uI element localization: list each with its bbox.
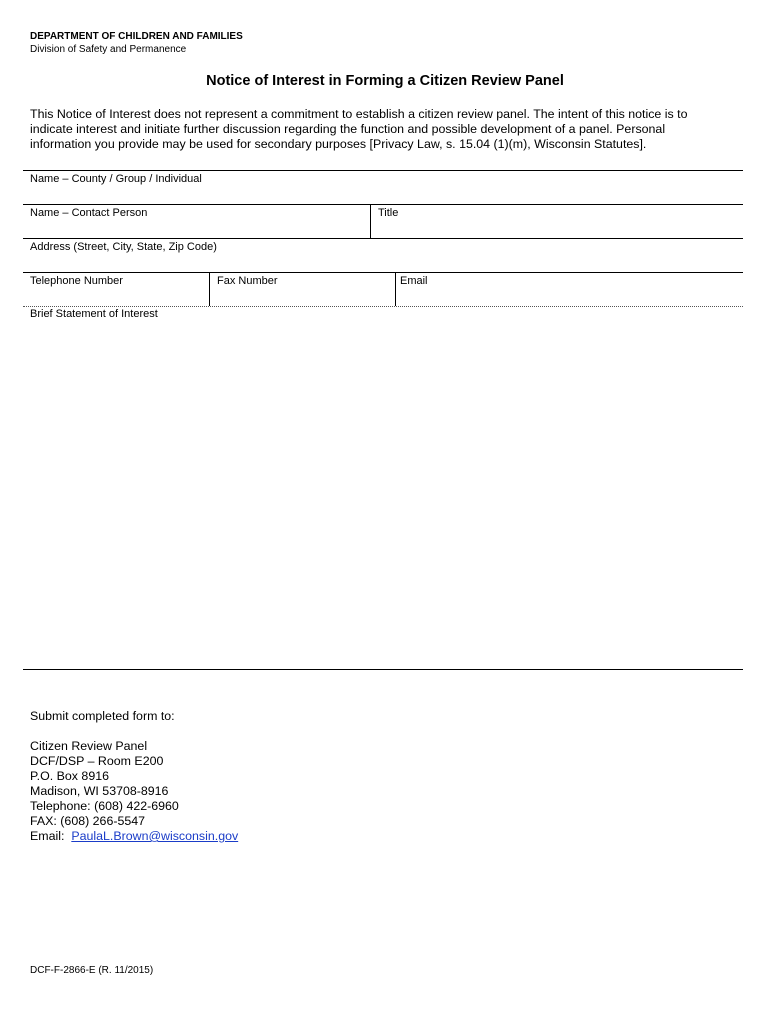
name-entity-field[interactable] bbox=[30, 185, 718, 201]
email-field[interactable] bbox=[403, 287, 737, 303]
statement-textarea[interactable] bbox=[30, 320, 734, 654]
row-address bbox=[23, 238, 743, 272]
intro-paragraph: This Notice of Interest does not represent a commitment to establish a citizen review panel. The intent of this notice is to indicate interest and initiate further discussion regarding the function and possible development of a panel. Personal information you provide may be used for secondary purposes [Privacy Law, s. 15.04 (1)(m), Wisconsin Statutes]. bbox=[30, 107, 688, 151]
cell-contact-person bbox=[23, 205, 370, 238]
submit-line-org: Citizen Review Panel bbox=[30, 739, 148, 753]
row-name-entity bbox=[23, 170, 743, 204]
email-link[interactable]: PaulaL.Brown@wisconsin.gov bbox=[71, 829, 239, 843]
row-phone-fax-email bbox=[23, 272, 743, 306]
label-contact-person: Name – Contact Person bbox=[30, 207, 148, 219]
label-statement: Brief Statement of Interest bbox=[30, 308, 158, 320]
submit-line-room: DCF/DSP – Room E200 bbox=[30, 754, 164, 768]
label-name-entity: Name – County / Group / Individual bbox=[30, 173, 202, 185]
form-grid bbox=[23, 170, 743, 670]
submit-line-city: Madison, WI 53708-8916 bbox=[30, 784, 169, 798]
submit-heading: Submit completed form to: bbox=[30, 709, 175, 723]
label-title: Title bbox=[378, 207, 399, 219]
address-field[interactable] bbox=[30, 253, 718, 269]
cell-email bbox=[395, 273, 743, 306]
department-name: DEPARTMENT OF CHILDREN AND FAMILIES bbox=[30, 31, 243, 42]
row-statement bbox=[23, 306, 743, 670]
label-fax: Fax Number bbox=[217, 275, 278, 287]
title-field[interactable] bbox=[378, 219, 735, 235]
cell-address bbox=[23, 239, 743, 272]
contact-person-field[interactable] bbox=[30, 219, 364, 235]
submit-line-telephone: Telephone: (608) 422-6960 bbox=[30, 799, 179, 813]
cell-name-entity bbox=[23, 171, 743, 204]
cell-telephone bbox=[23, 273, 209, 306]
submit-line-email bbox=[30, 829, 238, 844]
division-name: Division of Safety and Permanence bbox=[30, 44, 187, 55]
email-prefix: Email: bbox=[30, 829, 72, 843]
fax-field[interactable] bbox=[217, 287, 398, 303]
telephone-field[interactable] bbox=[30, 287, 211, 303]
row-contact bbox=[23, 204, 743, 238]
submit-line-pobox: P.O. Box 8916 bbox=[30, 769, 109, 783]
submit-line-fax: FAX: (608) 266-5547 bbox=[30, 814, 146, 828]
form-title: Notice of Interest in Forming a Citizen Review Panel bbox=[206, 73, 564, 89]
label-telephone: Telephone Number bbox=[30, 275, 123, 287]
agency-header bbox=[30, 30, 243, 56]
submit-instructions bbox=[30, 709, 238, 844]
label-email: Email bbox=[400, 275, 428, 287]
form-number: DCF-F-2866-E (R. 11/2015) bbox=[30, 965, 154, 976]
cell-fax bbox=[209, 273, 396, 306]
cell-title bbox=[370, 205, 743, 238]
label-address: Address (Street, City, State, Zip Code) bbox=[30, 241, 217, 253]
